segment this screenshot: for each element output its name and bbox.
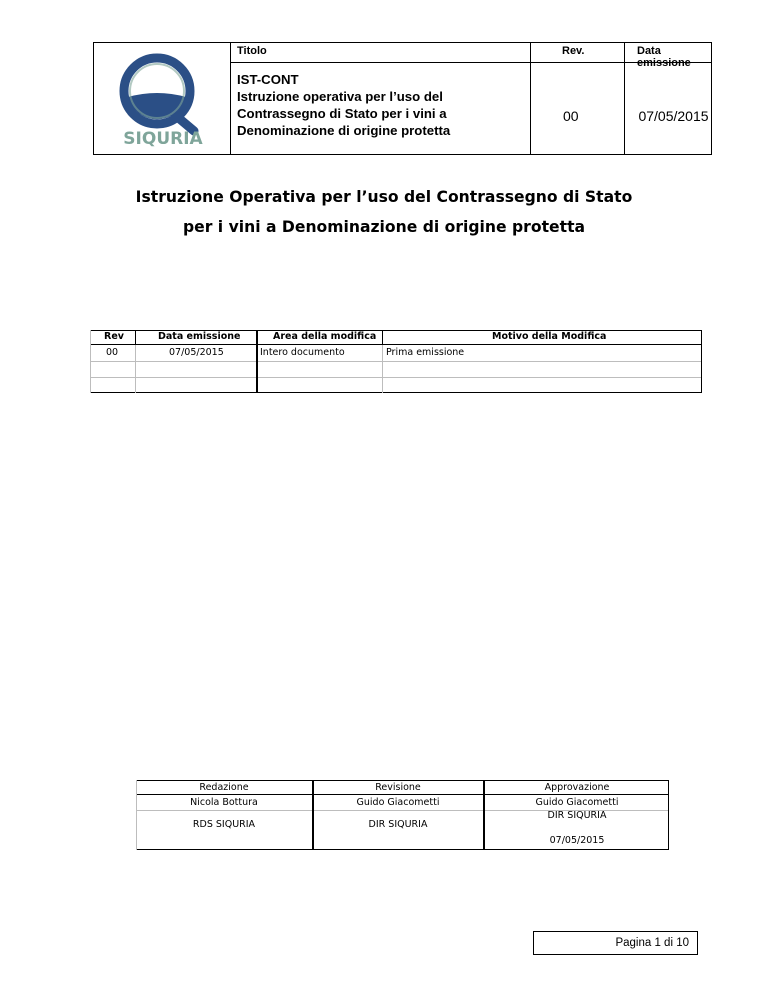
- document-title-line: Istruzione operativa per l’uso del: [237, 89, 443, 104]
- approval-signature-table: [136, 780, 669, 850]
- document-title-line: Contrassegno di Stato per i vini a: [237, 106, 447, 121]
- divider: [230, 43, 231, 154]
- divider: [530, 43, 531, 154]
- title-label: Titolo: [237, 45, 267, 57]
- approval-date: 07/05/2015: [549, 835, 605, 846]
- signature-role: DIR SIQURIA: [547, 810, 607, 821]
- revision-history-table: [90, 330, 702, 393]
- revision-cell-area: Intero documento: [260, 347, 345, 358]
- revision-cell-date: 07/05/2015: [169, 347, 224, 358]
- rev-value: 00: [563, 108, 579, 124]
- signature-header-review: Revisione: [375, 782, 421, 793]
- signature-role: DIR SIQURIA: [368, 819, 428, 830]
- signature-name: Guido Giacometti: [535, 797, 619, 808]
- document-code: IST-CONT: [237, 72, 299, 87]
- signature-header-approval: Approvazione: [544, 782, 610, 793]
- logo-text: SIQURIA: [123, 129, 203, 149]
- document-title-block: [237, 71, 527, 139]
- revision-cell-reason: Prima emissione: [386, 347, 465, 358]
- page-number: Pagina 1 di 10: [615, 937, 689, 949]
- date-value: 07/05/2015: [638, 108, 709, 124]
- revision-header-rev: Rev: [104, 331, 124, 342]
- main-title-line-1: Istruzione Operativa per l’uso del Contrassegno di Stato: [135, 188, 633, 206]
- page-number-box: [533, 931, 698, 955]
- main-title-line-2: per i vini a Denominazione di origine protetta: [182, 218, 586, 236]
- siquria-logo: [110, 49, 216, 149]
- document-title-line: Denominazione di origine protetta: [237, 123, 451, 138]
- signature-role: RDS SIQURIA: [192, 819, 256, 830]
- signature-header-drafting: Redazione: [199, 782, 249, 793]
- revision-header-reason: Motivo della Modifica: [492, 331, 607, 342]
- document-header-table: [93, 42, 712, 155]
- signature-name: Guido Giacometti: [356, 797, 440, 808]
- divider: [624, 43, 625, 154]
- revision-cell-rev: 00: [106, 347, 119, 358]
- date-label: Data emissione: [637, 45, 691, 69]
- revision-header-area: Area della modifica: [273, 331, 377, 342]
- rev-label: Rev.: [562, 45, 585, 57]
- revision-header-date: Data emissione: [158, 331, 241, 342]
- signature-name: Nicola Bottura: [190, 797, 258, 808]
